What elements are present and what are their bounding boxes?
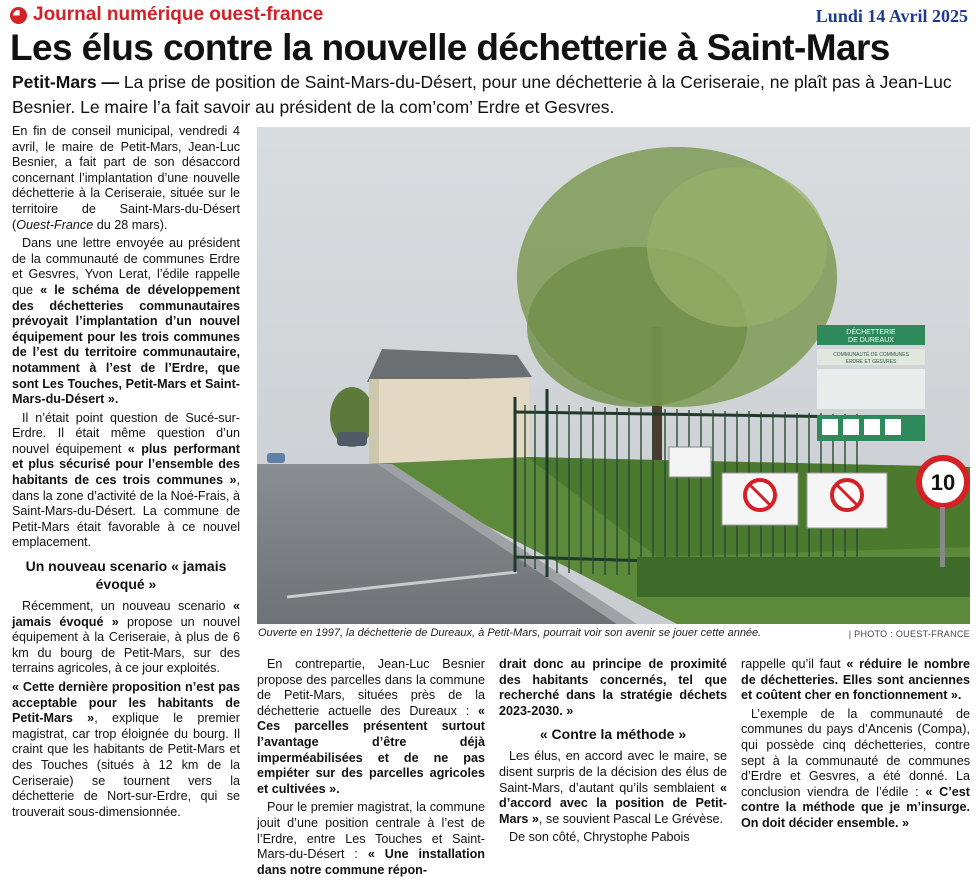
paragraph: Il n’était point question de Sucé-sur-Erdre. Il était même question d’un nouvel équipement « plus performant et plus sécurisé pour l’ensemble des habitants de ces trois communes », dans la zone d’activité de la Noé-Frais, à Saint-Mars-du-Désert. La commune de Petit-Mars était favorable à ce nouvel emplacement. [12, 410, 240, 550]
photo-credit: | PHOTO : OUEST-FRANCE [848, 629, 970, 639]
paragraph: rappelle qu’il faut « réduire le nombre de déchetteries. Elles sont anciennes et coûtent cher en fonctionnement ». [741, 657, 970, 703]
sign-text-line-4: ERDRE ET GESVRES [845, 359, 897, 365]
paragraph: Récemment, un nouveau scenario « jamais évoqué » propose un nouvel équipement à la Ceriseraie, à plus de 6 km du bourg de Petit-Mars, sur des terrains agricoles, à ce jour exploités. [12, 599, 240, 676]
paragraph: drait donc au principe de proximité des habitants concernés, tel que recherché dans la stratégie déchets 2023-2030. » [499, 657, 727, 718]
sign-text-line-2: DE DUREAUX [848, 337, 894, 344]
sign-text-line-1: DÉCHETTERIE [846, 329, 896, 336]
masthead [10, 4, 323, 26]
paragraph: L’exemple de la communauté de communes du pays d’Ancenis (Compa), qui possède cinq déchetteries, contre sept à la communauté de communes d’Erdre et Gesvres, a été donné. La conclusion viendra de l’édile : « C’est contre la méthode que je m’insurge. On doit décider ensemble. » [741, 706, 970, 830]
paragraph: En contrepartie, Jean-Luc Besnier propose des parcelles dans la commune de Petit-Mars, situées près de la déchetterie actuelle des Dureaux : « Ces parcelles présentent surtout l’avantage d’être déjà imperméabilisées et de ne pas empiéter sur des parcelles agricoles et cultivées ». [257, 657, 486, 796]
publication-date: Lundi 14 Avril 2025 [815, 6, 968, 26]
paragraph: De son côté, Chrystophe Pabois [509, 830, 690, 845]
subheading: « Contre la méthode » [539, 726, 687, 743]
paragraph: Les élus, en accord avec le maire, se disent surpris de la décision des élus de Saint-Mars, d’autant qu’ils semblaient « d’accord avec la position de Petit-Mars », se souvient Pascal Le Grévèse. [499, 749, 727, 826]
paragraph: « Cette dernière proposition n’est pas acceptable pour les habitants de Petit-Mars », explique le premier magistrat, car trop éloignée du bourg. Il craint que les habitants de Petit-Mars et des Touches (situés à 12 km de la Ceriseraie) se tournent vers la déchetterie de Nort-sur-Erdre, qui se trouverait sous-dimensionnée. [12, 680, 241, 819]
article-column-4 [741, 657, 970, 835]
speed-limit-sign: 10 [930, 470, 956, 495]
article-lead [12, 70, 972, 120]
subheading: Un nouveau scenario « jamais évoqué » [25, 558, 227, 593]
article-column-1 [12, 124, 240, 823]
paragraph: En fin de conseil municipal, vendredi 4 avril, le maire de Petit-Mars, Jean-Luc Besnier, a fait part de son désaccord concernant l’implantation d’une nouvelle déchetterie à la Ceriseraie, située sur le territoire de Saint-Mars-du-Désert (Ouest-France du 28 mars). [12, 124, 240, 232]
lead-place: Petit-Mars — [12, 72, 119, 92]
headline: Les élus contre la nouvelle déchetterie à Saint-Mars [10, 27, 890, 68]
lead-text: La prise de position de Saint-Mars-du-Désert, pour une déchetterie à la Ceriseraie, ne plaît pas à Jean-Luc Besnier. Le maire l’a fait savoir au président de la com’com’ Erdre et Gesvres. [12, 72, 952, 117]
ouest-france-logo-icon [10, 7, 27, 24]
sign-text-line-3: COMMUNAUTÉ DE COMMUNES [833, 352, 909, 358]
article-column-3 [499, 657, 727, 849]
paragraph: Dans une lettre envoyée au président de la communauté de communes Erdre et Gesvres, Yvon Lerat, l’édile rappelle que « le schéma de développement des déchetteries communautaires prévoyait l’implantation d’un nouvel équipement pour les trois communes de l’est du territoire communautaire, notamment à l’est de l’Erdre, que sont Les Touches, Petit-Mars et Saint-Mars-du-Désert ». [12, 236, 241, 407]
photo-caption: Ouverte en 1997, la déchetterie de Dureaux, à Petit-Mars, pourrait voir son avenir se jouer cette année. [258, 627, 762, 639]
paragraph: Pour le premier magistrat, la commune jouit d’une position centrale à l’est de l’Erdre, entre Les Touches et Saint-Mars-du-Désert : « Une installation dans notre commune répon- [257, 800, 485, 877]
article-column-2 [257, 657, 485, 881]
masthead-title: Journal numérique ouest-france [33, 4, 324, 25]
article-photo [257, 127, 970, 624]
